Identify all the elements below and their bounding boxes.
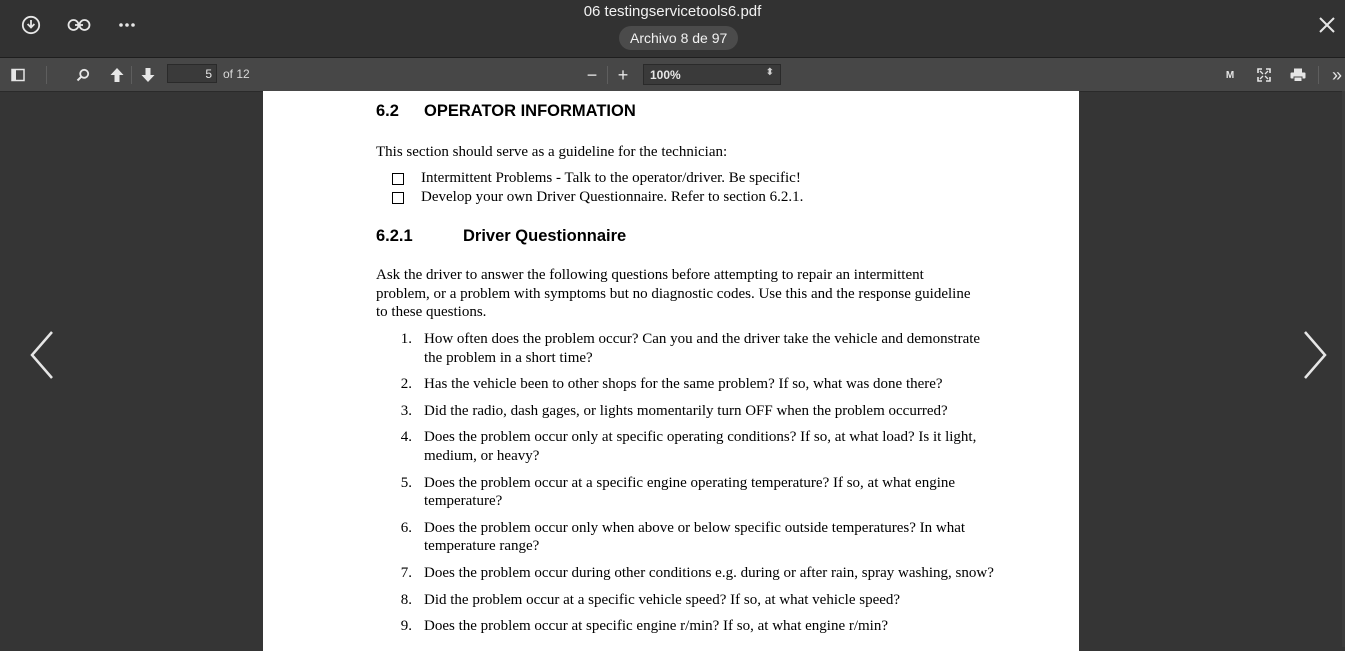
next-file-icon[interactable] bbox=[1295, 326, 1335, 384]
instructions-paragraph: Ask the driver to answer the following questions before attempting to repair an intermittent problem, or a problem with symptoms but no diagnostic codes. Use this and the response guideline to these questions. bbox=[376, 267, 971, 321]
section-number: 6.2.1 bbox=[376, 227, 413, 245]
next-page-icon[interactable] bbox=[137, 64, 159, 86]
question-item bbox=[376, 402, 1006, 421]
section-heading-6-2-1 bbox=[376, 227, 626, 246]
question-text: Did the radio, dash gages, or lights momentarily turn OFF when the problem occurred? bbox=[424, 402, 948, 419]
question-number: 8. bbox=[400, 591, 412, 608]
sidebar-toggle-icon[interactable] bbox=[7, 64, 29, 86]
question-number: 1. bbox=[400, 331, 412, 347]
checkbox-list bbox=[392, 169, 803, 207]
question-text: Does the problem occur at a specific engine operating temperature? If so, at what engine temperature? bbox=[424, 474, 956, 510]
question-text: Does the problem occur at specific engine r/min? If so, at what engine r/min? bbox=[424, 618, 889, 635]
select-caret-icon: ⬍ bbox=[765, 67, 774, 78]
list-item bbox=[392, 188, 803, 207]
zoom-out-button[interactable]: − bbox=[586, 64, 598, 85]
viewer-header bbox=[0, 0, 1345, 58]
previous-page-icon[interactable] bbox=[106, 64, 128, 86]
question-number: 2. bbox=[400, 376, 412, 393]
question-item bbox=[376, 519, 1006, 556]
question-number: 3. bbox=[400, 402, 412, 419]
section-heading-6-2 bbox=[376, 102, 636, 121]
question-text: Has the vehicle been to other shops for the same problem? If so, what was done there? bbox=[424, 376, 943, 393]
question-number: 4. bbox=[400, 429, 412, 446]
question-item bbox=[376, 564, 1006, 583]
question-item bbox=[376, 617, 1006, 636]
file-counter-badge: Archivo 8 de 97 bbox=[619, 26, 738, 50]
question-number: 5. bbox=[400, 474, 412, 491]
list-item-text: Intermittent Problems - Talk to the operator/driver. Be specific! bbox=[421, 170, 801, 187]
search-icon[interactable] bbox=[72, 64, 94, 86]
question-text: Does the problem occur only when above or below specific outside temperatures? In what temperature range? bbox=[424, 519, 966, 555]
section-title: Driver Questionnaire bbox=[463, 227, 627, 245]
question-number: 9. bbox=[400, 618, 412, 635]
question-item bbox=[376, 375, 1006, 394]
toolbar-divider bbox=[46, 66, 47, 84]
file-title: 06 testingservicetools6.pdf bbox=[583, 3, 762, 20]
page-count-label: of 12 bbox=[223, 67, 250, 81]
toolbar-divider bbox=[607, 66, 608, 84]
question-item bbox=[376, 591, 1006, 610]
zoom-value: 100% bbox=[650, 68, 681, 82]
question-text: Did the problem occur at a specific vehicle speed? If so, at what vehicle speed? bbox=[424, 591, 901, 608]
page-number-input[interactable]: 5 bbox=[167, 64, 217, 83]
print-icon[interactable] bbox=[1287, 64, 1309, 86]
question-text: Does the problem occur only at specific operating conditions? If so, at what load? Is it light, medium, or heavy? bbox=[424, 429, 977, 464]
more-tools-icon[interactable]: » bbox=[1331, 64, 1342, 85]
pdf-toolbar bbox=[0, 58, 1345, 92]
fullscreen-icon[interactable] bbox=[1253, 64, 1275, 86]
question-text: How often does the problem occur? Can you and the driver take the vehicle and demonstrate the problem in a short time? bbox=[424, 331, 981, 366]
section-title: OPERATOR INFORMATION bbox=[424, 102, 636, 120]
question-text: Does the problem occur during other conditions e.g. during or after rain, spray washing, snow? bbox=[424, 564, 994, 581]
previous-file-icon[interactable] bbox=[22, 326, 62, 384]
question-number: 7. bbox=[400, 564, 412, 581]
question-item bbox=[376, 474, 1006, 511]
m-icon[interactable]: M bbox=[1225, 69, 1235, 81]
close-icon[interactable] bbox=[1312, 10, 1342, 40]
toolbar-divider bbox=[1318, 66, 1319, 84]
question-item bbox=[376, 330, 1006, 367]
list-item-text: Develop your own Driver Questionnaire. Refer to section 6.2.1. bbox=[421, 189, 804, 206]
intro-paragraph: This section should serve as a guideline for the technician: bbox=[376, 144, 728, 160]
pdf-page bbox=[263, 91, 1079, 651]
checkbox-icon bbox=[392, 173, 404, 185]
section-number: 6.2 bbox=[376, 102, 399, 120]
list-item bbox=[392, 169, 803, 188]
question-number: 6. bbox=[400, 519, 412, 536]
zoom-in-button[interactable]: + bbox=[617, 64, 629, 85]
question-item bbox=[376, 428, 1006, 465]
toolbar-divider bbox=[131, 66, 132, 84]
zoom-select[interactable] bbox=[643, 64, 781, 85]
checkbox-icon bbox=[392, 192, 404, 204]
question-list bbox=[376, 330, 1006, 644]
